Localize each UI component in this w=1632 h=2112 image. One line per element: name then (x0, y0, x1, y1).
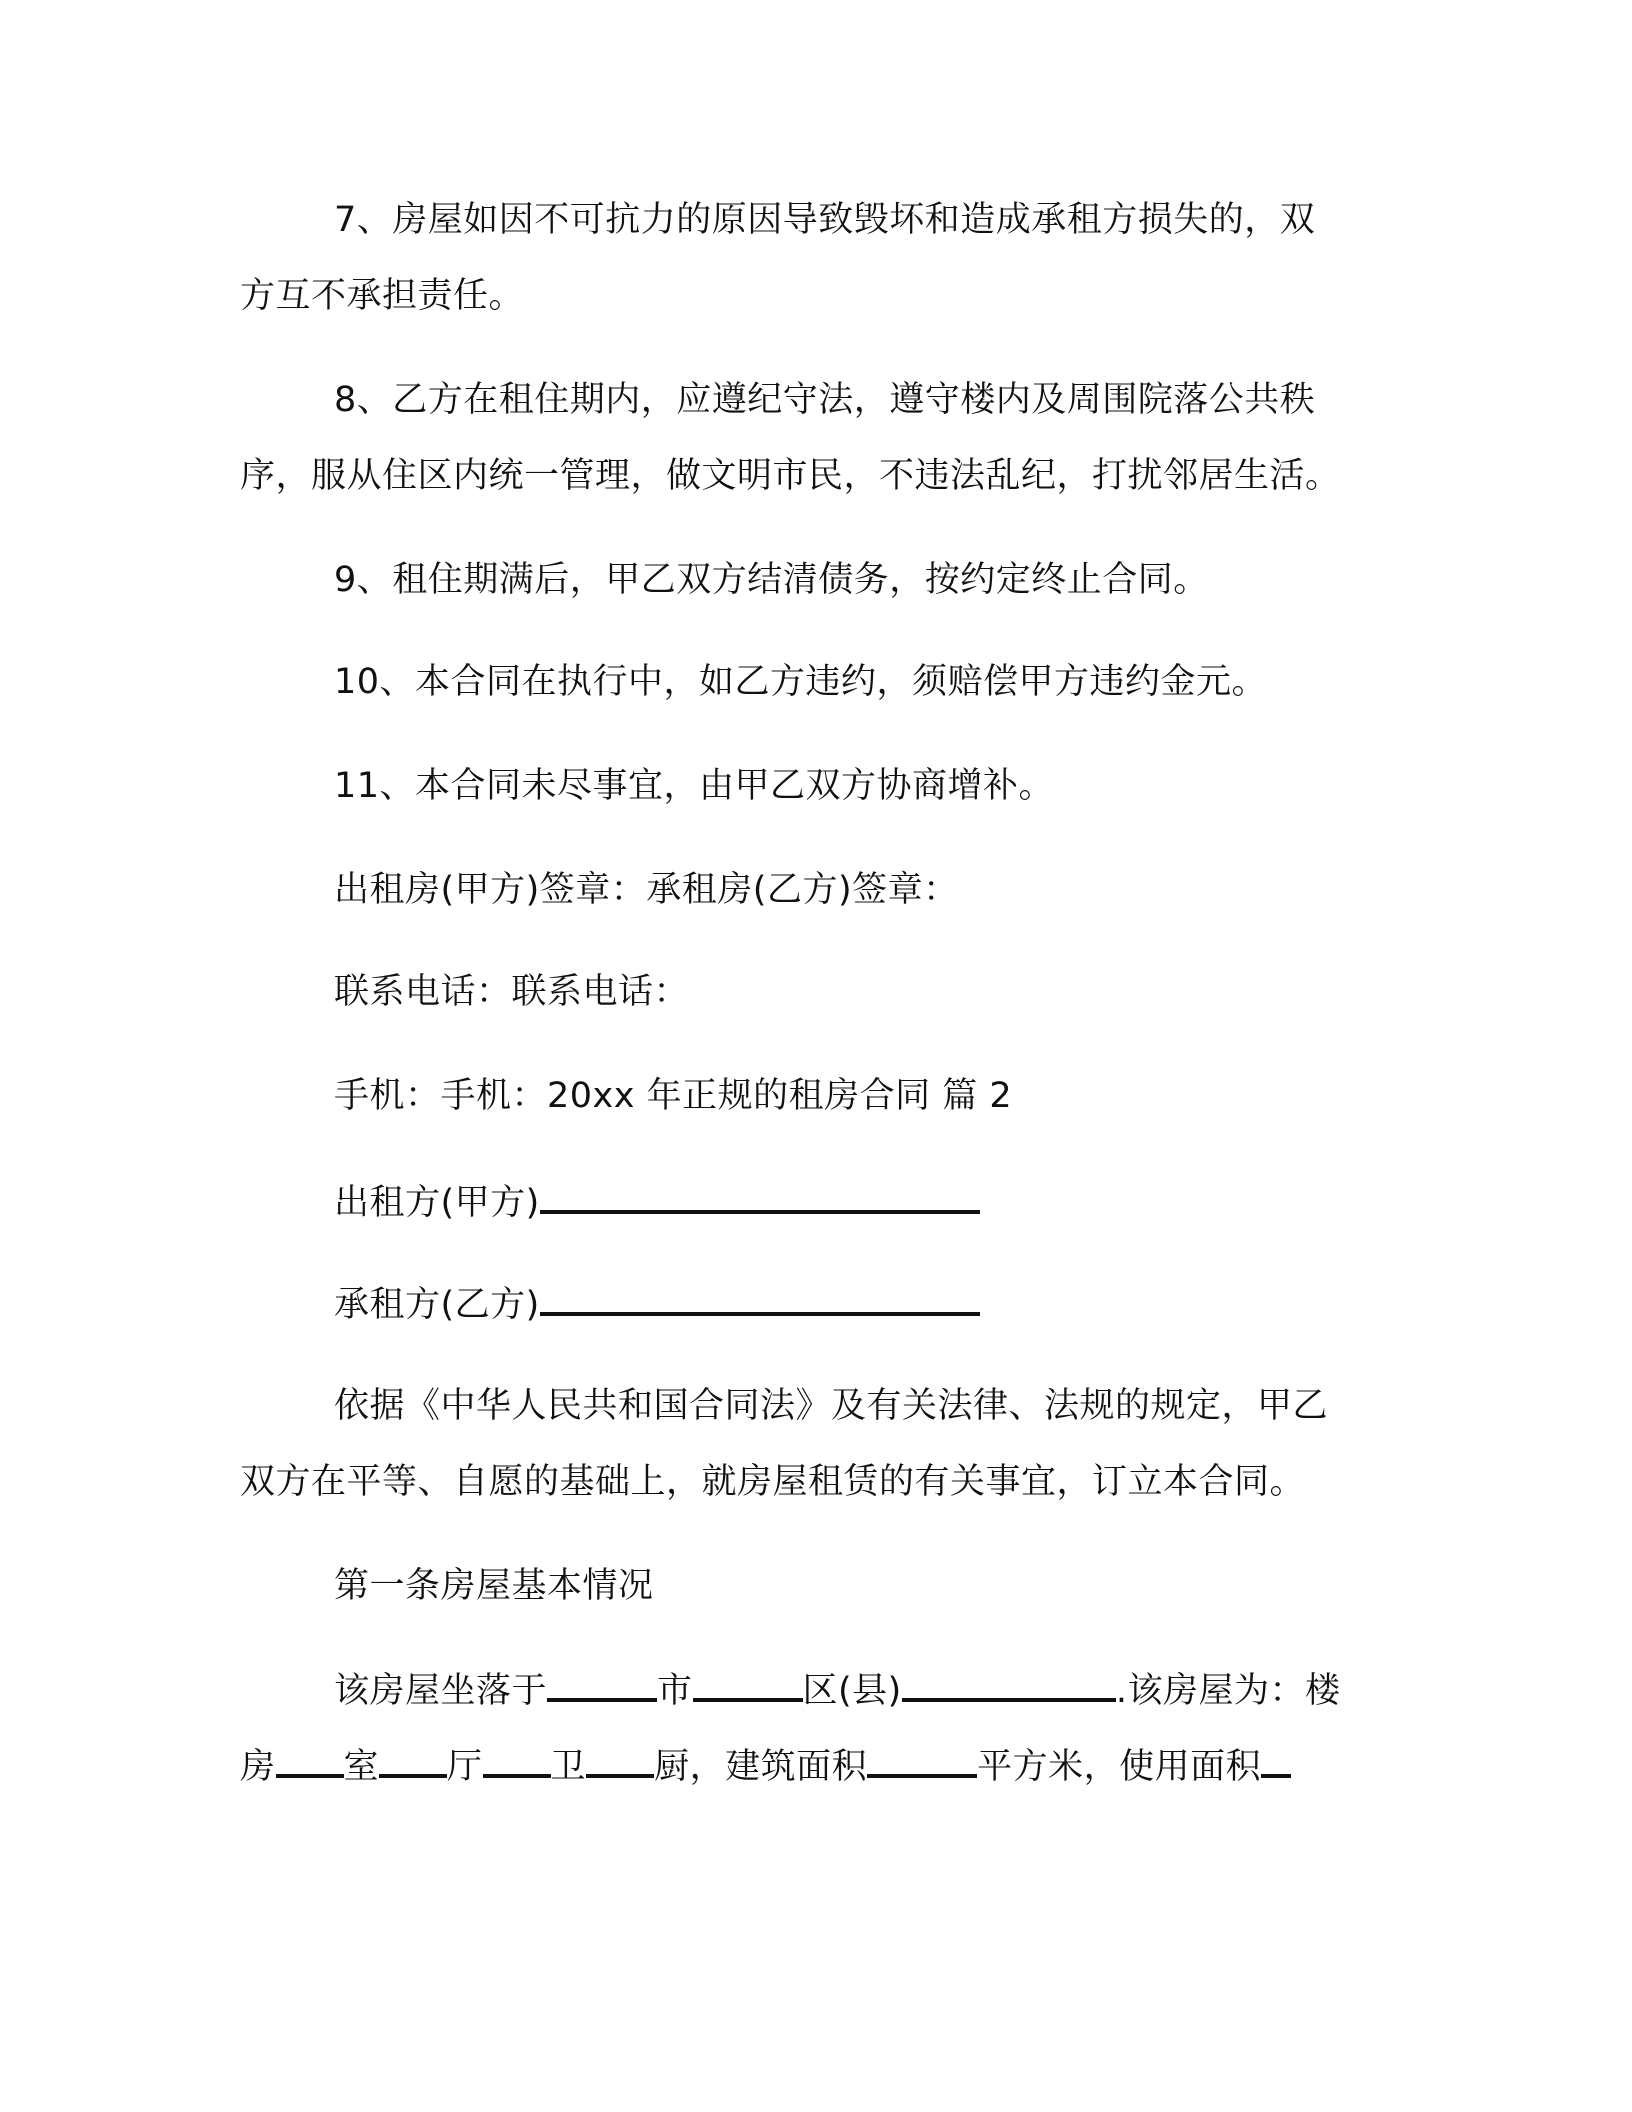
usable-area-blank (1261, 1740, 1291, 1778)
room-count-blank (379, 1740, 447, 1778)
paragraph-7-line-1: 7、房屋如因不可抗力的原因导致毁坏和造成承租方损失的，双 (334, 200, 1316, 240)
bath-count-blank (586, 1740, 654, 1778)
location-suffix: .该房屋为：楼 (1115, 1671, 1341, 1711)
lessor-line (334, 1176, 980, 1227)
phone-line: 联系电话：联系电话： (334, 972, 690, 1012)
county-label: 区(县) (802, 1671, 902, 1711)
lessee-line (334, 1278, 980, 1329)
city-label: 市 (657, 1671, 693, 1711)
rooms-line (240, 1740, 1291, 1791)
paragraph-7-line-2: 方互不承担责任。 (240, 276, 525, 316)
article-1-title: 第一条房屋基本情况 (334, 1566, 654, 1606)
rooms-prefix: 房 (240, 1747, 276, 1787)
paragraph-8-line-2: 序，服从住区内统一管理，做文明市民，不违法乱纪，打扰邻居生活。 (240, 456, 1341, 496)
address-blank (902, 1664, 1116, 1702)
lessee-label: 承租方(乙方) (334, 1285, 540, 1325)
building-area-blank (867, 1740, 977, 1778)
hall-label: 厅 (447, 1747, 483, 1787)
lessor-label: 出租方(甲方) (334, 1183, 540, 1223)
kitchen-label: 厨，建筑面积 (654, 1747, 868, 1787)
basis-line-1: 依据《中华人民共和国合同法》及有关法律、法规的规定，甲乙 (334, 1386, 1329, 1426)
paragraph-11: 11、本合同未尽事宜，由甲乙双方协商增补。 (334, 766, 1055, 806)
city-blank (547, 1664, 657, 1702)
location-prefix: 该房屋坐落于 (334, 1671, 548, 1711)
district-blank (693, 1664, 803, 1702)
bath-label: 卫 (550, 1747, 587, 1787)
room-label: 室 (343, 1747, 380, 1787)
mobile-and-title-line: 手机：手机：20xx 年正规的租房合同 篇 2 (334, 1076, 1013, 1116)
paragraph-8-line-1: 8、乙方在租住期内，应遵纪守法，遵守楼内及周围院落公共秩 (334, 380, 1316, 420)
lessee-blank (540, 1278, 980, 1316)
signature-line: 出租房(甲方)签章：承租房(乙方)签章： (334, 870, 959, 910)
lessor-blank (540, 1176, 980, 1214)
floor-blank (276, 1740, 344, 1778)
hall-count-blank (483, 1740, 551, 1778)
basis-line-2: 双方在平等、自愿的基础上，就房屋租赁的有关事宜，订立本合同。 (240, 1462, 1306, 1502)
paragraph-9: 9、租住期满后，甲乙双方结清债务，按约定终止合同。 (334, 560, 1209, 600)
paragraph-10: 10、本合同在执行中，如乙方违约，须赔偿甲方违约金元。 (334, 662, 1268, 702)
area-unit-label: 平方米，使用面积 (977, 1747, 1262, 1787)
location-line (334, 1664, 1340, 1715)
